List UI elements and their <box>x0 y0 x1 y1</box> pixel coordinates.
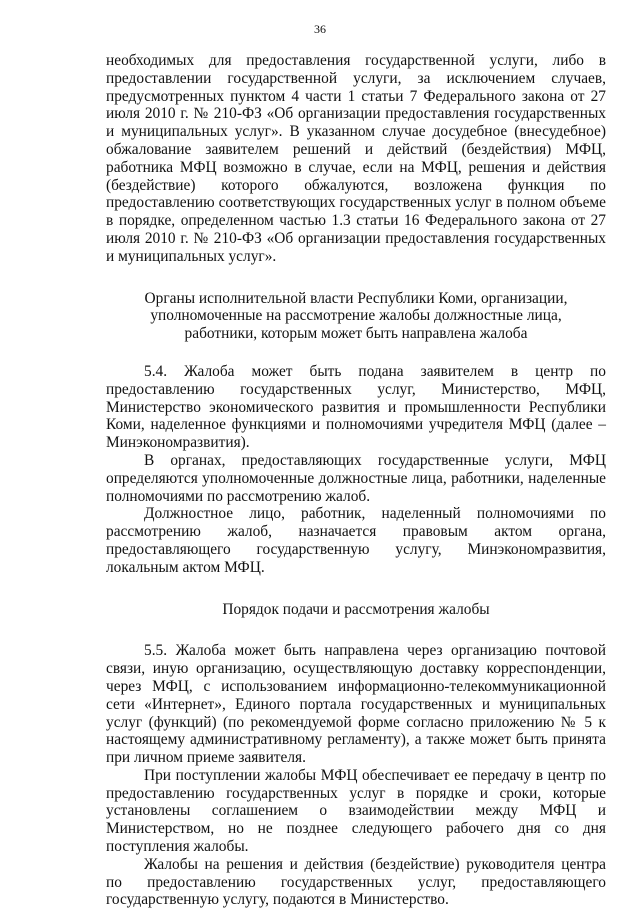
spacer <box>106 618 606 642</box>
heading-line-2: уполномоченные на рассмотрение жалобы должностные лица, <box>150 307 562 325</box>
heading-line-1: Органы исполнительной власти Республики Коми, организации, <box>144 289 568 307</box>
paragraph-5-4: 5.4. Жалоба может быть подана заявителем в центр по предоставлению государственных услуг, Министерство, МФЦ, Министерство экономического развития и промышленности Республики Коми, наделенное функциями и полномочиями учредителя МФЦ (далее – Минэкономразвития). <box>106 362 606 452</box>
document-body <box>106 52 606 909</box>
paragraph-authorized-officials: В органах, предоставляющих государственные услуги, МФЦ определяются уполномоченные должностные лица, работники, наделенные полномочиями по рассмотрению жалоб. <box>106 451 606 505</box>
page-number: 36 <box>314 22 326 36</box>
paragraph-mfc-transfer: При поступлении жалобы МФЦ обеспечивает ее передачу в центр по предоставлению государственных услуг в порядке и сроки, которые установлены соглашением о взаимодействии между МФЦ и Министерством, но не позднее следующего рабочего дня со дня поступления жалобы. <box>106 766 606 856</box>
section-heading-filing-procedure: Порядок подачи и рассмотрения жалобы <box>222 600 490 618</box>
spacer <box>106 266 606 290</box>
heading-line-3: работники, которым может быть направлена жалоба <box>184 325 528 343</box>
paragraph-5-5: 5.5. Жалоба может быть направлена через организацию почтовой связи, иную организацию, осуществляющую доставку корреспонденции, через МФЦ, с использованием информационно-телекоммуникационной сети «Интернет», Единого портала государственных и муниципальных услуг (функций) (по рекомендуемой форме согласно приложению № 5 к настоящему административному регламенту), а также может быть принята при личном приеме заявителя. <box>106 642 606 767</box>
paragraph-head-complaints: Жалобы на решения и действия (бездействие) руководителя центра по предоставлению государственных услуг, предоставляющего государственную услугу, подаются в Министерство. <box>106 855 606 909</box>
section-heading-complaint-bodies <box>106 290 606 343</box>
spacer <box>106 343 606 363</box>
paragraph-continuation: необходимых для предоставления государственной услуги, либо в предоставлении государственной услуги, за исключением случаев, предусмотренных пунктом 4 части 1 статьи 7 Федерального закона от 27 июля 2010 г. № 210-ФЗ «Об организации предоставления государственных и муниципальных услуг». В указанном случае досудебное (внесудебное) обжалование заявителем решений и действий (бездействия) МФЦ, работника МФЦ возможно в случае, если на МФЦ, решения и действия (бездействие) которого обжалуются, возложена функция по предоставлению соответствующих государственных услуг в полном объеме в порядке, определенном частью 1.3 статьи 16 Федерального закона от 27 июля 2010 г. № 210-ФЗ «Об организации предоставления государственных и муниципальных услуг». <box>106 52 606 265</box>
spacer <box>106 577 606 601</box>
paragraph-official-appointment: Должностное лицо, работник, наделенный полномочиями по рассмотрению жалоб, назначается правовым актом органа, предоставляющего государственную услугу, Минэкономразвития, локальным актом МФЦ. <box>106 505 606 576</box>
